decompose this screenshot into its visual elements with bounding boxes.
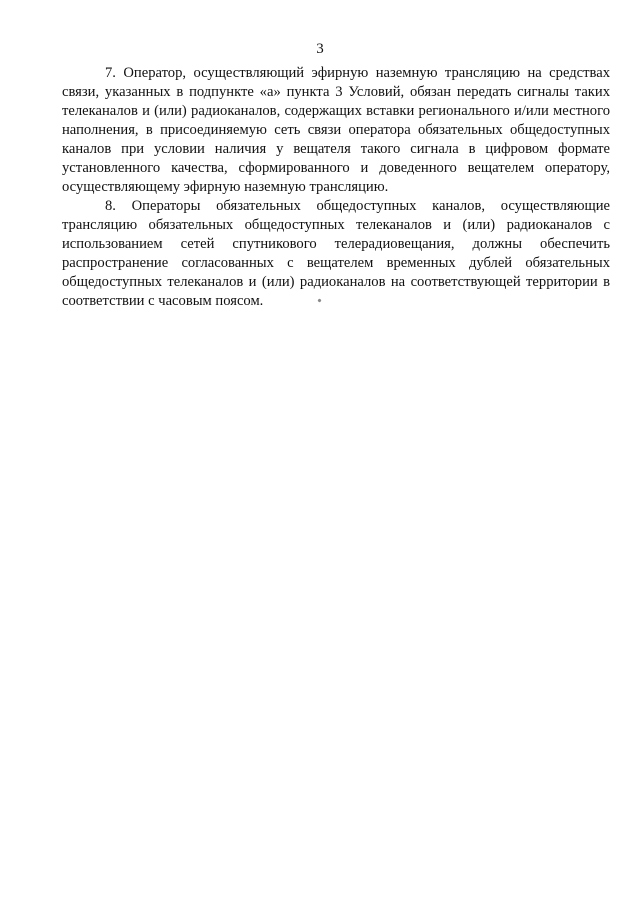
page-number: 3 (316, 41, 324, 57)
paragraph-8: 8. Операторы обязательных общедоступных каналов, осуществляющие трансляцию обязательных общедоступных телеканалов и (или) радиоканалов с использованием сетей спутникового телерадиовещания, должны обеспечить распространение согласованных с вещателем временных дублей обязательных общедоступных телеканалов и (или) радиоканалов на соответствующей территории в соответствии с часовым поясом. (62, 198, 610, 309)
paragraph-7: 7. Оператор, осуществляющий эфирную наземную трансляцию на средствах связи, указанных в подпункте «а» пункта 3 Условий, обязан передать сигналы таких телеканалов и (или) радиоканалов, содержащих вставки регионального и/или местного наполнения, в присоединяемую сеть связи оператора обязательных общедоступных каналов при условии наличия у вещателя такого сигнала в цифровом формате установленного качества, сформированного и доведенного вещателем оператору, осуществляющему эфирную наземную трансляцию. (62, 65, 610, 195)
document-body (62, 64, 610, 311)
